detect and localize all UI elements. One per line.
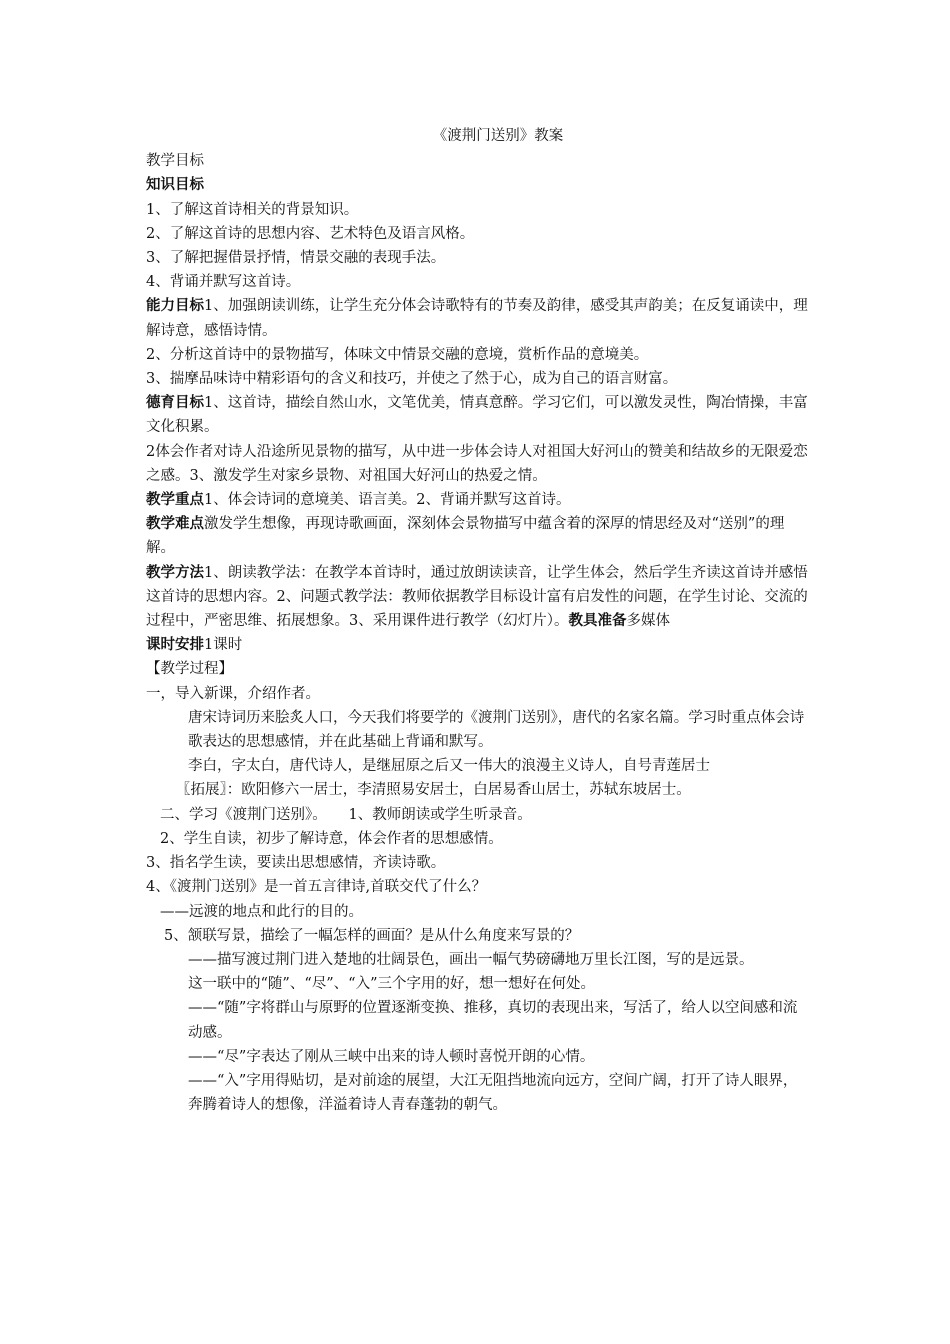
knowledge-goal-3: 3、了解把握借景抒情，情景交融的表现手法。 [146, 250, 446, 267]
key-points-text: 1、体会诗词的意境美、语言美。2、背诵并默写这首诗。 [204, 492, 571, 509]
document-title: 《渡荆门送别》教案 [432, 128, 564, 144]
section-teaching-goals: 教学目标 [146, 153, 204, 170]
difficult-points-text: 激发学生想像，再现诗歌画面，深刻体会景物描写中蕴含着的深厚的情思经及对“送别”的理解。 [146, 516, 785, 557]
teaching-methods-heading: 教学方法 [146, 563, 204, 581]
author-paragraph: 李白，字太白，唐代诗人，是继屈原之后又一伟大的浪漫主义诗人，自号青莲居士 [188, 758, 710, 775]
knowledge-goal-1: 1、了解这首诗相关的背景知识。 [146, 201, 359, 218]
process-item-4: 4、《渡荆门送别》是一首五言律诗,首联交代了什么？ [146, 879, 487, 896]
process-question-words: 这一联中的“随”、“尽”、“入”三个字用的好，想一想好在何处。 [188, 976, 595, 993]
process-item-3: 3、指名学生读，要读出思想感情，齐读诗歌。 [146, 855, 446, 872]
process-heading: 【教学过程】 [146, 661, 233, 678]
process-item-5: 5、颔联写景，描绘了一幅怎样的画面？是从什么角度来写景的？ [164, 927, 580, 944]
extension-paragraph: 〖拓展〗：欧阳修六一居士，李清照易安居士，白居易香山居士，苏轼东坡居士。 [176, 782, 691, 799]
key-points-heading: 教学重点 [146, 491, 204, 509]
key-points [146, 488, 810, 512]
process-item-2: 2、学生自读，初步了解诗意，体会作者的思想感情。 [160, 830, 503, 847]
moral-goal-1 [146, 391, 810, 439]
answer-ru: ——“入”字用得贴切，是对前途的展望，大江无阻挡地流向远方，空间广阔，打开了诗人眼界，奔腾着诗人的想像，洋溢着诗人青春蓬勃的朝气。 [188, 1072, 798, 1114]
difficult-points-heading: 教学难点 [146, 515, 204, 533]
answer-sui: ——“随”字将群山与原野的位置逐渐变换、推移，真切的表现出来，写活了，给人以空间感和流动感。 [188, 1000, 798, 1041]
answer-jin: ——“尽”字表达了刚从三峡中出来的诗人顿时喜悦开朗的心情。 [188, 1048, 595, 1065]
class-schedule [146, 633, 810, 657]
moral-goal-1-text: 1、这首诗，描绘自然山水，文笔优美，情真意醉。学习它们，可以激发灵性，陶冶情操，丰富文化积累。 [146, 395, 808, 436]
process-step-1: 一，导入新课，介绍作者。 [146, 685, 320, 702]
ability-goal-1 [146, 294, 810, 342]
ability-goal-3: 3、揣摩品味诗中精彩语句的含义和技巧，并使之了然于心，成为自己的语言财富。 [146, 371, 678, 388]
process-step-2: 二、学习《渡荆门送别》。 1、教师朗读或学生听录音。 [160, 806, 532, 823]
process-answer-4: ——远渡的地点和此行的目的。 [160, 903, 363, 920]
teaching-tools-heading: 教具准备 [568, 612, 627, 630]
knowledge-goal-2: 2、了解这首诗的思想内容、艺术特色及语言风格。 [146, 225, 475, 242]
teaching-methods-text: 1、朗读教学法：在教学本首诗时，通过放朗读读音，让学生体会，然后学生齐读这首诗并感悟这首诗的思想内容。2、问题式教学法：教师依据教学目标设计富有启发性的问题，在学生讨论、交流的过程中，严密思维、拓展想象。3、采用课件进行教学（幻灯片）。 [146, 564, 808, 630]
class-schedule-heading: 课时安排 [146, 636, 204, 654]
knowledge-goal-4: 4、背诵并默写这首诗。 [146, 274, 301, 291]
process-intro-paragraph: 唐宋诗词历来脍炙人口，今天我们将要学的《渡荆门送别》，唐代的名家名篇。学习时重点体会诗歌表达的思想感情，并在此基础上背诵和默写。 [188, 709, 805, 751]
teaching-methods [146, 561, 810, 634]
ability-goal-1-text: 1、加强朗读训练，让学生充分体会诗歌特有的节奏及韵律，感受其声韵美；在反复诵读中，理解诗意，感悟诗情。 [146, 298, 808, 339]
ability-goals-heading: 能力目标 [146, 297, 204, 315]
class-schedule-text: 1课时 [204, 637, 243, 654]
difficult-points [146, 512, 810, 560]
document-body [146, 124, 810, 1117]
teaching-tools-text: 多媒体 [626, 613, 670, 630]
process-answer-5: ——描写渡过荆门进入楚地的壮阔景色，画出一幅气势磅礴地万里长江图，写的是远景。 [188, 951, 754, 968]
ability-goal-2: 2、分析这首诗中的景物描写，体味文中情景交融的意境，赏析作品的意境美。 [146, 346, 649, 363]
knowledge-goals-heading: 知识目标 [146, 176, 204, 194]
moral-goals-heading: 德育目标 [146, 394, 204, 412]
moral-goal-2: 2体会作者对诗人沿途所见景物的描写，从中进一步体会诗人对祖国大好河山的赞美和结故乡的无限爱恋之感。3、激发学生对家乡景物、对祖国大好河山的热爱之情。 [146, 443, 808, 484]
